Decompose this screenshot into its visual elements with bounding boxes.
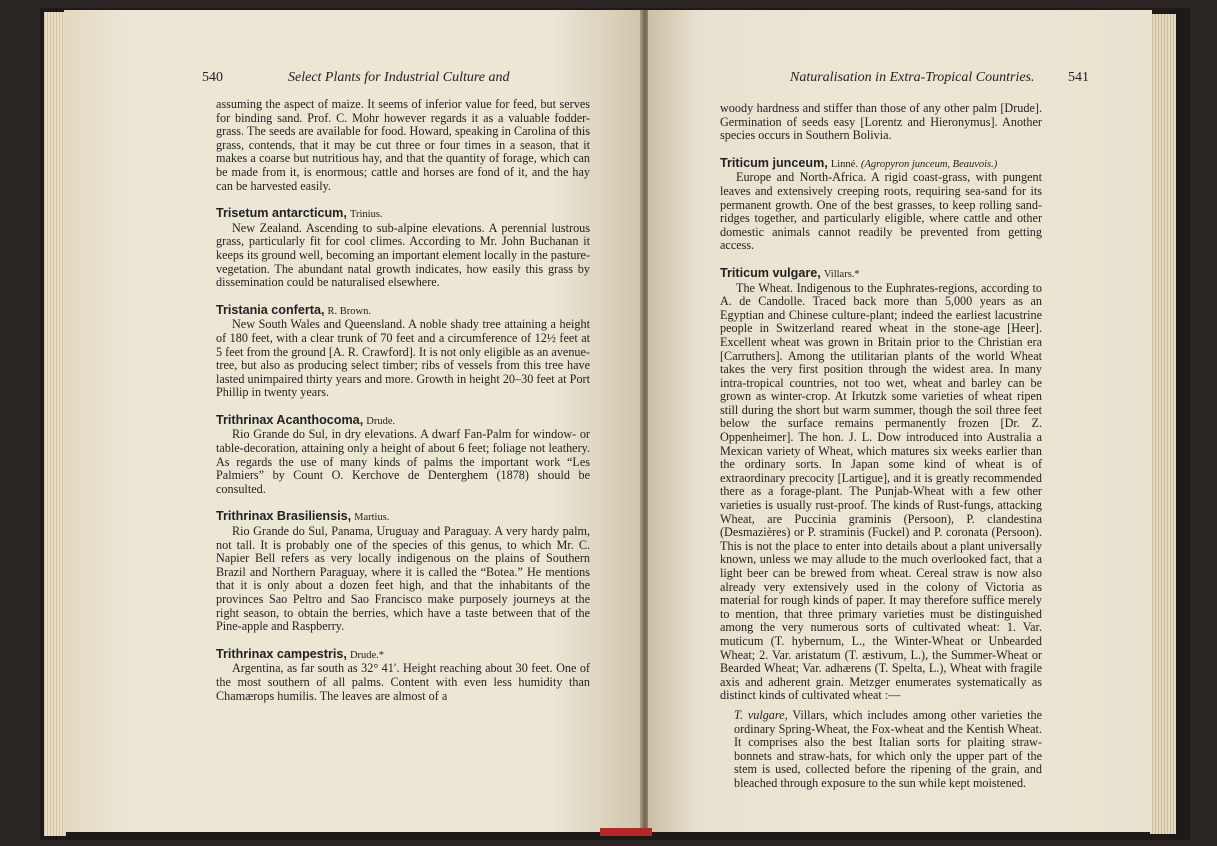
page-edges-right — [1150, 14, 1176, 834]
left-page — [64, 10, 644, 832]
page-number: 540 — [202, 70, 223, 85]
right-page — [648, 10, 1152, 832]
entry — [216, 207, 590, 290]
entry-author: Martius. — [354, 512, 390, 524]
entry-author: Drude.* — [349, 649, 385, 661]
entry — [720, 267, 1042, 703]
entry-name: Trithrinax campestris, — [216, 646, 347, 661]
intro-paragraph: assuming the aspect of maize. It seems of inferior value for feed, but serves for binding sand. Prof. C. Mohr however regards it as a valuable fodder-grass. The seeds are available for food. Howard, speaking in Carolina of this grass, contends, that it may be cut three or four times in a season, that it makes a coarse but nutritious hay, and that the quantity of forage, which can be made from it, is enormous; cattle and horses are fond of it, and the hay can be harvested easily. — [216, 97, 590, 193]
entry-author: Villars.* — [823, 268, 860, 280]
running-title: Naturalisation in Extra-Tropical Countries. — [790, 70, 1035, 85]
entry — [216, 648, 590, 703]
entry-name: Trisetum antarcticum, — [216, 206, 347, 221]
entry — [720, 157, 1042, 253]
entry-name: Tristania conferta, — [216, 302, 325, 317]
entry-name: Triticum junceum, — [720, 155, 828, 170]
entry-text: Argentina, as far south as 32° 41′. Height reaching about 30 feet. One of the most southern of all palms. Content with even less humidity than Chamærops humilis. The leaves are almost of a — [216, 661, 590, 703]
bookmark-ribbon — [600, 828, 652, 836]
entry-author: Trinius. — [349, 209, 383, 221]
intro-paragraph: woody hardness and stiffer than those of any other palm [Drude]. Germination of seeds easy [Lorentz and Hieronymus]. Another species occurs in Southern Bolivia. — [720, 101, 1042, 143]
entry-synonym: (Agropyron junceum, Beauvois.) — [861, 158, 998, 170]
right-text-column — [720, 102, 1042, 791]
entry — [216, 304, 590, 400]
entry-text: The Wheat. Indigenous to the Euphrates-regions, according to A. de Candolle. Traced back more than 5,000 years as an Egyptian and Chinese culture-plant; indeed the earliest lacustrine people in Switzerland reared wheat in the stone-age [Heer]. Excellent wheat was grown in Britain prior to the Christian era [Carruthers]. Among the utilitarian plants of the world Wheat takes the very first position through the widest area. In many intra-tropical countries, not too wet, wheat and barley can be grown as winter-crop. At Irkutzk some varieties of wheat ripen still during the short but warm summer, though the soil three feet below the surface remains permanently frozen [Dr. Z. Oppenheimer]. The hon. J. L. Dow introduced into Australia a Mexican variety of Wheat, which matures six weeks earlier than the ordinary sorts. In Japan some kind of wheat is of extraordinary precocity [Lartigue], and it is greatly recommended there as a forage-plant. The Punjab-Wheat with a few other varieties is usually rust-proof. The kinds of Rust-fungs, attacking Wheat, are Puccinia graminis (Persoon), P. clandestina (Desmazières) or P. straminis (Fuckel) and P. coronata (Persoon). This is not the place to enter into details about a plant universally known, unless we may allude to the much overlooked fact, that a light beer can be brewed from wheat. Cereal straw is now also already very extensively used in the colony of Victoria as material for rough kinds of paper. It may therefore suffice merely to mention, that three primary varieties must be distinguished among the very numerous sorts of cultivated wheat: 1. Var. muticum (T. hybernum, L., the Winter-Wheat or Unbearded Wheat; 2. Var. aristatum (T. æstivum, L.), the Summer-Wheat or Bearded Wheat; Var. adhærens (T. Spelta, L.), Wheat with fragile axis and adherent grain. Metzger enumerates systematically as distinct kinds of cultivated wheat :— — [720, 280, 1042, 703]
entry — [216, 414, 590, 497]
entry-text: New Zealand. Ascending to sub-alpine elevations. A perennial lustrous grass, particularly fit for cool climes. According to Mr. John Buchanan it keeps its ground well, becoming an important element locally in the pasture-vegetation. The abundant natal growth indicates, how easily this grass by dissemination could be naturalised elsewhere. — [216, 220, 590, 290]
entry-name: Trithrinax Brasiliensis, — [216, 509, 352, 524]
entry-text: Rio Grande do Sul, in dry elevations. A dwarf Fan-Palm for window- or table-decoration, attaining only a height of about 6 feet; foliage not leathery. As regards the use of many kinds of palms the important work “Les Palmiers” by Count O. Kerchove de Denterghem (1878) should be consulted. — [216, 427, 590, 496]
entry-name: Trithrinax Acanthocoma, — [216, 412, 364, 427]
entry-text: Rio Grande do Sul, Panama, Uruguay and Paraguay. A very hardy palm, not tall. It is probably one of the species of this genus, to which Mr. C. Napier Bell refers as very locally indigenous on the plains of Southern Brazil and Northern Paraguay, where it is called the “Botea.” He mentions that it is only about a dozen feet high, and that the inhabitants of the provinces Sao Peltro and Sao Francisco make purposely journeys at the right season, to obtain the berries, which have a taste between that of the Pine-apple and Raspberry. — [216, 524, 590, 634]
entry — [216, 510, 590, 633]
page-number: 541 — [1068, 70, 1089, 85]
page-edges-left — [44, 12, 66, 836]
entry-text: New South Wales and Queensland. A noble shady tree attaining a height of 180 feet, with a clear trunk of 70 feet and a circumference of 12½ feet at 5 feet from the ground [A. R. Crawford]. It is not only eligible as an avenue-tree, but also as producing select timber; ribs of vessels from this tree have lasted unimpaired thirty years and more. Growth in height 20–30 feet at Port Phillip in twenty years. — [216, 317, 590, 400]
sub-entry — [720, 709, 1042, 791]
entry-text: Europe and North-Africa. A rigid coast-grass, with pungent leaves and extensively creeping roots, requiring sea-sand for its permanent growth. One of the best grasses, to keep rolling sand-ridges together, and particularly eligible, where cattle and other domestic animals cannot readily be prevented from getting access. — [720, 170, 1042, 253]
entry-author: Linné. — [830, 158, 858, 170]
entry-author: Drude. — [366, 415, 396, 427]
entry-name: Triticum vulgare, — [720, 265, 821, 280]
running-title: Select Plants for Industrial Culture and — [288, 70, 510, 85]
sub-entry-text: Villars, which includes among other varieties the ordinary Spring-Wheat, the Fox-wheat and the Kentish Wheat. It comprises also the best Italian sorts for plaiting straw-bonnets and straw-hats, for which only the upper part of the stem is used, collected before the ripening of the grain, and bleached through exposure to the sun while kept moistened. — [734, 707, 1043, 790]
sub-entry-name: T. vulgare, — [734, 707, 788, 722]
left-text-column — [216, 98, 590, 703]
entry-author: R. Brown. — [327, 305, 371, 317]
